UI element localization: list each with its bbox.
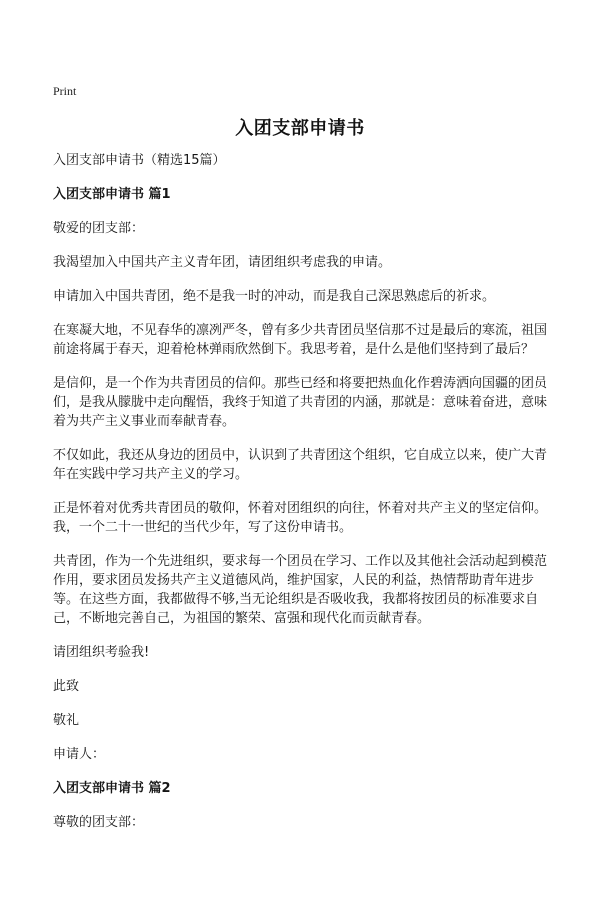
salutation-paragraph: 尊敬的团支部： xyxy=(53,815,145,830)
closing-paragraph: 敬礼 xyxy=(53,713,80,728)
document-body xyxy=(53,151,553,832)
section-heading-2: 入团支部申请书 篇2 xyxy=(53,781,171,796)
applicant-line: 申请人： xyxy=(53,747,106,762)
closing-paragraph: 此致 xyxy=(53,679,80,694)
body-paragraph: 申请加入中国共青团，绝不是我一时的冲动，而是我自己深思熟虑后的祈求。 xyxy=(53,289,496,304)
body-paragraph: 是信仰，是一个作为共青团员的信仰。那些已经和将要把热血化作碧涛洒向国疆的团员们，是我从朦胧中走向醒悟，我终于知道了共青团的内涵，那就是：意味着奋进，意味着为共产主义事业而奉献青春。 xyxy=(53,376,548,429)
body-paragraph: 在寒凝大地，不见春华的凛冽严冬，曾有多少共青团员坚信那不过是最后的寒流，祖国前途将属于春天，迎着枪林弹雨欣然倒下。我思考着，是什么是他们坚持到了最后？ xyxy=(53,323,548,357)
body-paragraph: 不仅如此，我还从身边的团员中，认识到了共青团这个组织，它自成立以来，使广大青年在实践中学习共产主义的学习。 xyxy=(53,448,548,482)
page-title: 入团支部申请书 xyxy=(235,118,365,139)
print-label: Print xyxy=(53,84,77,98)
document-subtitle: 入团支部申请书（精选15篇） xyxy=(53,153,226,168)
salutation-paragraph: 敬爱的团支部： xyxy=(53,221,145,236)
body-paragraph: 我渴望加入中国共产主义青年团，请团组织考虑我的申请。 xyxy=(53,255,392,270)
section-heading-1: 入团支部申请书 篇1 xyxy=(53,187,171,202)
closing-paragraph: 请团组织考验我! xyxy=(53,645,150,660)
body-paragraph: 正是怀着对优秀共青团员的敬仰，怀着对团组织的向往，怀着对共产主义的坚定信仰。我，一个二十一世纪的当代少年，写了这份申请书。 xyxy=(53,501,548,535)
body-paragraph: 共青团，作为一个先进组织，要求每一个团员在学习、工作以及其他社会活动起到模范作用，要求团员发扬共产主义道德风尚，维护国家，人民的利益，热情帮助青年进步等。在这些方面，我都做得不够,当无论组织是否吸收我，我都将按团员的标准要求自己，不断地完善自己，为祖国的繁荣、富强和现代化而贡献青春。 xyxy=(53,554,548,626)
